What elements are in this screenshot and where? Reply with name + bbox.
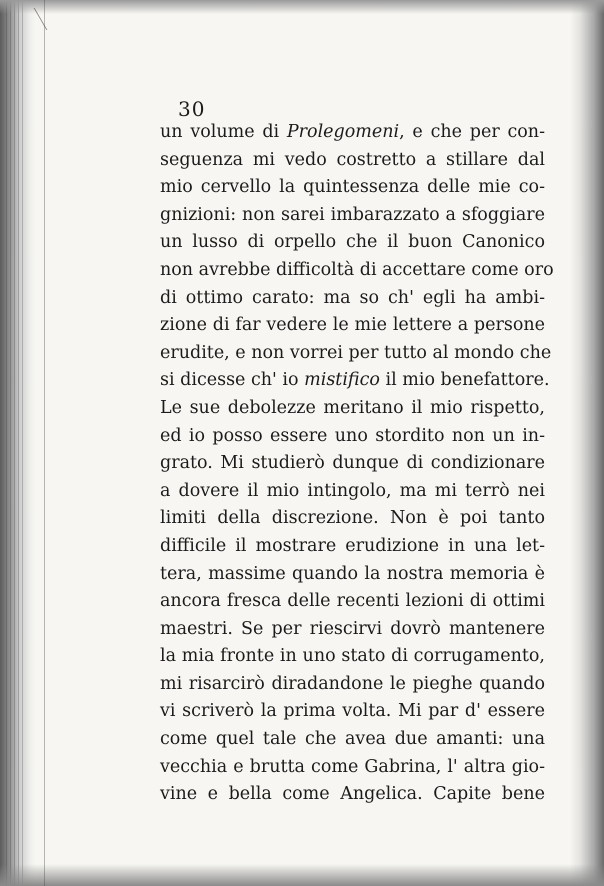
scan-bottom-edge xyxy=(0,864,604,886)
text-line xyxy=(160,561,545,589)
text-line xyxy=(160,754,545,782)
text-segment: tera, massime quando la nostra memoria è xyxy=(160,563,545,584)
scan-top-edge xyxy=(0,0,604,14)
text-line xyxy=(160,505,545,533)
text-segment: come quel tale che avea due amanti: una xyxy=(160,729,545,750)
text-segment: erudite, e non vorrei per tutto al mondo che xyxy=(160,342,552,363)
text-segment: maestri. Se per riescirvi dovrò mantenere xyxy=(160,618,545,639)
scan-right-edge xyxy=(570,0,604,886)
text-segment: il mio benefattore. xyxy=(379,370,550,391)
text-segment: non avrebbe difficoltà di accettare come oro xyxy=(160,259,554,280)
text-segment: zione di far vedere le mie lettere a persone xyxy=(160,315,545,336)
text-line xyxy=(160,423,545,451)
text-segment: un lusso di orpello che il buon Canonico xyxy=(160,232,545,253)
page-crease xyxy=(44,0,45,886)
text-line xyxy=(160,229,545,257)
body-text xyxy=(160,119,554,809)
text-line xyxy=(160,616,545,644)
text-segment: , e che per con- xyxy=(399,122,545,142)
text-segment: ancora fresca delle recenti lezioni di ottimi xyxy=(160,591,545,612)
text-line xyxy=(160,367,550,395)
text-segment: grato. Mi studierò dunque di condizionare xyxy=(160,453,545,474)
text-line xyxy=(160,202,545,230)
text-line xyxy=(160,285,545,313)
text-segment: seguenza mi vedo costretto a stillare dal xyxy=(160,149,545,170)
text-segment: si dicesse ch' io xyxy=(160,370,305,391)
page-number: 30 xyxy=(178,97,206,121)
text-segment: vecchia e brutta come Gabrina, l' altra gio- xyxy=(160,756,545,777)
text-segment: vine e bella come Angelica. Capite bene xyxy=(160,784,545,805)
text-segment: di ottimo carato: ma so ch' egli ha ambi- xyxy=(160,287,545,308)
text-segment: a dovere il mio intingolo, ma mi terrò nei xyxy=(160,480,545,501)
text-line xyxy=(160,450,545,478)
text-line xyxy=(160,147,545,175)
text-segment: ed io posso essere uno stordito non un in- xyxy=(160,425,545,446)
text-line xyxy=(160,174,545,202)
text-segment: gnizioni: non sarei imbarazzato a sfoggiare xyxy=(160,204,545,225)
text-line xyxy=(160,119,545,147)
text-segment: mio cervello la quintessenza delle mie co- xyxy=(160,177,545,198)
text-line xyxy=(160,781,545,809)
italic-word: mistifico xyxy=(304,370,380,391)
text-segment: Le sue debolezze meritano il mio rispetto, xyxy=(160,397,545,418)
italic-word: Prolegomeni xyxy=(286,122,400,142)
text-line xyxy=(160,671,545,699)
text-segment: un volume di xyxy=(160,122,287,142)
scan-left-edge-lines xyxy=(6,0,26,886)
text-line xyxy=(160,698,545,726)
text-line xyxy=(160,340,552,368)
text-line xyxy=(160,312,545,340)
text-segment: la mia fronte in uno stato di corrugamento, xyxy=(160,646,545,667)
text-line xyxy=(160,643,545,671)
text-segment: vi scriverò la prima volta. Mi par d' essere xyxy=(160,701,545,722)
text-line xyxy=(160,533,545,561)
text-segment: limiti della discrezione. Non è poi tanto xyxy=(160,508,545,529)
text-line xyxy=(160,395,545,423)
text-line xyxy=(160,478,545,506)
text-segment: difficile il mostrare erudizione in una let- xyxy=(160,535,545,556)
text-segment: mi risarcirò diradandone le pieghe quando xyxy=(160,673,545,694)
text-line xyxy=(160,726,545,754)
text-line xyxy=(160,588,545,616)
text-line xyxy=(160,257,554,285)
